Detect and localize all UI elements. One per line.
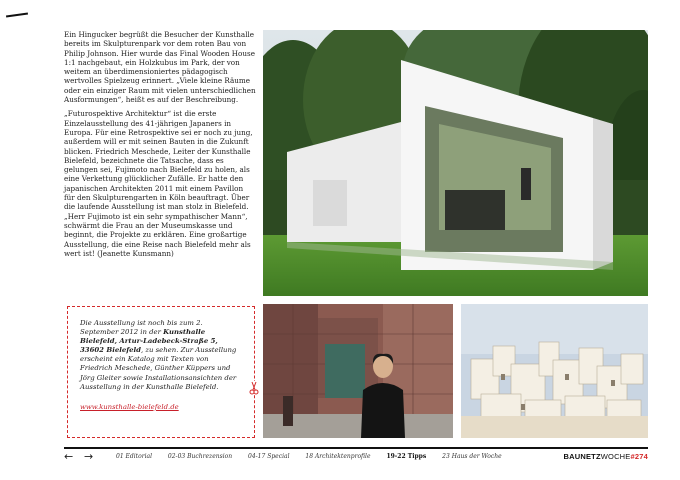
kunsthalle-link[interactable]: www.kunsthalle-bielefeld.de xyxy=(80,402,179,411)
table-of-contents xyxy=(116,453,516,460)
architect-portrait-photo xyxy=(263,304,453,438)
prev-page-arrow-icon[interactable]: ← xyxy=(64,450,74,463)
article-text xyxy=(64,30,256,263)
brand-logo xyxy=(564,452,648,461)
article-paragraph-1: Ein Hingucker begrüßt die Besucher der Kunsthalle bereits im Skulpturenpark vor dem roten Bau von Philip Johnson. Hier wurde das Final Wooden House 1:1 nachgebaut, ein Holzkubus im Park, der von weitem an überdimensioniertes pädagogisch wertvolles Spielzeug erinnert. „Viele kleine Räume oder ein einziger Raum mit vielen unterschiedlichen Ausformungen“, heißt es auf der Beschreibung. xyxy=(64,30,256,105)
toc-item-architektenprofile[interactable]: 18 Architektenprofile xyxy=(305,453,371,460)
corner-crop-mark xyxy=(6,12,28,17)
info-text-part-1: Die Ausstellung ist noch bis zum 2. September 2012 in der xyxy=(80,319,203,337)
issue-number: #274 xyxy=(630,452,648,461)
architecture-models-photo xyxy=(461,304,648,438)
article-paragraph-2: „Futurospektive Architektur“ ist die erste Einzelausstellung des 41-jährigen Japaners in Europa. Für eine Retrospektive sei er noch zu jung, außerdem will er mit seinen Bauten in die Zukunft blicken. Friedrich Meschede, Leiter der Kunsthalle Bielefeld, bezeichnete die Tatsache, dass es gelungen sei, Fujimoto nach Bielefeld zu holen, als eine Verkettung glücklicher Zufälle. Er hatte den japanischen Architekten 2011 mit einem Pavillon für den Skulpturengarten in Köln beauftragt. Über die laufende Ausstellung ist man stolz in Bielefeld. „Herr Fujimoto ist ein sehr sympathischer Mann“, schwärmt die Frau an der Museumskasse und beginnt, die Projekte zu erklären. Eine großartige Ausstellung, die eine Reise nach Bielefeld mehr als wert ist! (Jeanette Kunsmann) xyxy=(64,109,253,258)
footer-rule xyxy=(64,447,648,449)
exhibition-info-text xyxy=(80,319,242,392)
venue-address: Kunsthalle Bielefeld, Artur-Ladebeck-Straße 5, 33602 Bielefeld xyxy=(80,328,218,355)
pavilion-photo xyxy=(263,30,648,296)
exhibition-info-box xyxy=(67,306,255,438)
toc-item-special[interactable]: 04-17 Special xyxy=(248,453,290,460)
info-text-part-2: , zu sehen. Zur Ausstellung erscheint ein Katalog mit Texten von Friedrich Meschede, Günther Küppers und Jörg Gleiter sowie Installationsansichten der Ausstellung in der Kunsthalle Bielefeld. xyxy=(80,346,237,391)
next-page-arrow-icon[interactable]: → xyxy=(84,450,94,463)
toc-item-editorial[interactable]: 01 Editorial xyxy=(116,453,152,460)
toc-item-tipps[interactable]: 19-22 Tipps xyxy=(386,453,427,460)
scissor-icon xyxy=(249,381,259,395)
toc-item-haus-der-woche[interactable]: 23 Haus der Woche xyxy=(442,453,502,460)
footer-nav xyxy=(64,452,648,466)
toc-item-buchrezension[interactable]: 02-03 Buchrezension xyxy=(167,453,233,460)
brand-name-light: WOCHE xyxy=(600,452,631,461)
brand-name-bold: BAUNETZ xyxy=(563,452,601,461)
